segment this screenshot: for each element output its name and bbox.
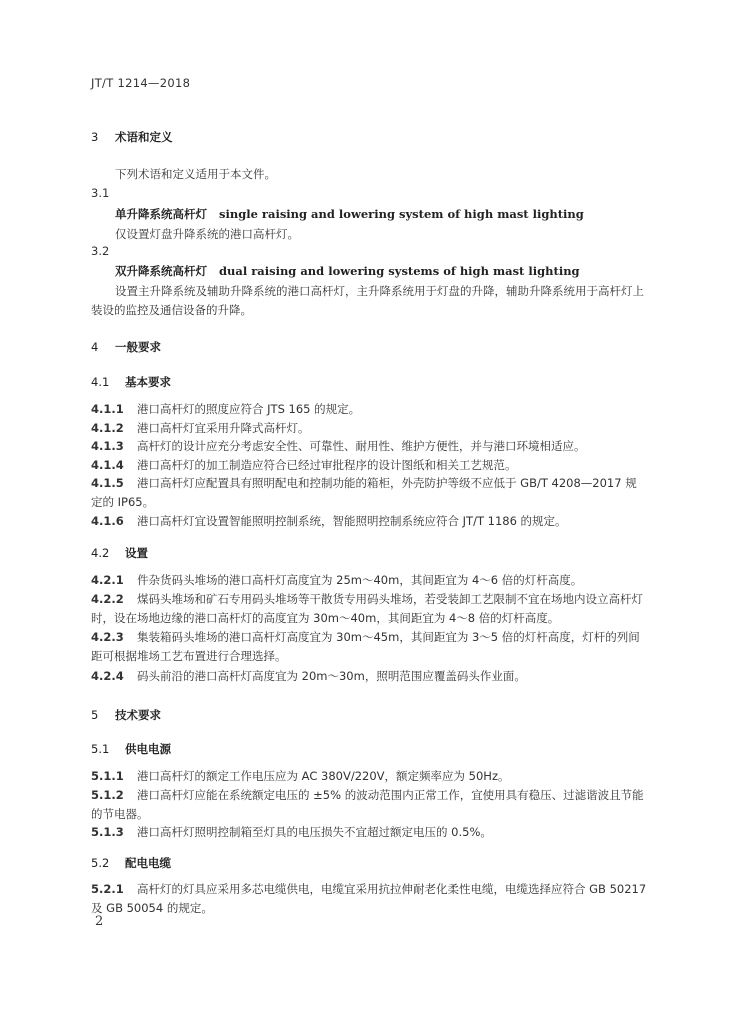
clause-number: 5.2.1 bbox=[91, 882, 124, 896]
clause-text: 集装箱码头堆场的港口高杆灯高度宜为 30m～45m，其间距宜为 3～5 倍的灯杆高度，灯杆的列间距可根据堆场工艺布置进行合理选择。 bbox=[91, 630, 640, 663]
subsection-number: 4.1 bbox=[91, 375, 110, 389]
clause-number: 4.1.3 bbox=[91, 439, 124, 453]
standard-code-header: JT/T 1214—2018 bbox=[91, 76, 191, 90]
clause-5-1-2 bbox=[91, 786, 647, 824]
subsection-title: 配电电缆 bbox=[125, 856, 171, 870]
subsection-5-2-heading bbox=[91, 855, 171, 871]
clause-text: 港口高杆灯的照度应符合 JTS 165 的规定。 bbox=[137, 402, 361, 416]
clause-4-1-6 bbox=[91, 512, 647, 531]
clause-number: 5.1.3 bbox=[91, 825, 124, 839]
subsection-5-1-heading bbox=[91, 741, 171, 757]
clause-text: 件杂货码头堆场的港口高杆灯高度宜为 25m～40m，其间距宜为 4～6 倍的灯杆高度。 bbox=[137, 573, 583, 587]
section-title: 技术要求 bbox=[115, 708, 161, 722]
clause-number: 4.2.2 bbox=[91, 592, 124, 606]
section-title: 术语和定义 bbox=[115, 130, 173, 144]
clause-text: 港口高杆灯宜采用升降式高杆灯。 bbox=[137, 421, 310, 435]
subsection-title: 基本要求 bbox=[125, 375, 171, 389]
term-number-3-1: 3.1 bbox=[91, 186, 110, 200]
clause-text: 港口高杆灯的额定工作电压应为 AC 380V/220V，额定频率应为 50Hz。 bbox=[137, 769, 510, 783]
section-number: 3 bbox=[91, 130, 99, 144]
clause-4-1-4 bbox=[91, 456, 647, 475]
term-number-3-2: 3.2 bbox=[91, 244, 110, 258]
subsection-4-1-heading bbox=[91, 374, 171, 390]
clause-text: 港口高杆灯宜设置智能照明控制系统，智能照明控制系统应符合 JT/T 1186 的规定。 bbox=[137, 514, 567, 528]
clause-text: 高杆灯的灯具应采用多芯电缆供电，电缆宜采用抗拉伸耐老化柔性电缆，电缆选择应符合 GB 50217 及 GB 50054 的规定。 bbox=[91, 882, 647, 915]
clause-number: 4.2.4 bbox=[91, 669, 124, 683]
clause-text: 港口高杆灯应能在系统额定电压的 ±5% 的波动范围内正常工作，宜使用具有稳压、过滤谐波且节能的节电器。 bbox=[91, 788, 644, 821]
clause-4-2-4 bbox=[91, 667, 647, 686]
clause-number: 4.2.3 bbox=[91, 630, 124, 644]
clause-4-2-1 bbox=[91, 571, 647, 590]
term-en: dual raising and lowering systems of high mast lighting bbox=[219, 264, 580, 278]
section-3-intro: 下列术语和定义适用于本文件。 bbox=[115, 167, 276, 181]
subsection-4-2-heading bbox=[91, 545, 148, 561]
section-number: 4 bbox=[91, 340, 99, 354]
clause-number: 4.2.1 bbox=[91, 573, 124, 587]
clause-number: 4.1.6 bbox=[91, 514, 124, 528]
clause-number: 5.1.2 bbox=[91, 788, 124, 802]
subsection-title: 供电电源 bbox=[125, 742, 171, 756]
clause-number: 5.1.1 bbox=[91, 769, 124, 783]
clause-number: 4.1.4 bbox=[91, 458, 124, 472]
term-zh: 单升降系统高杆灯 bbox=[115, 207, 207, 221]
clause-text: 高杆灯的设计应充分考虑安全性、可靠性、耐用性、维护方便性，并与港口环境相适应。 bbox=[137, 439, 586, 453]
clause-number: 4.1.5 bbox=[91, 476, 124, 490]
term-3-1-title bbox=[115, 206, 584, 222]
clause-5-2-1 bbox=[91, 880, 647, 918]
clause-number: 4.1.1 bbox=[91, 402, 124, 416]
page-number: 2 bbox=[95, 914, 104, 929]
subsection-title: 设置 bbox=[125, 546, 148, 560]
clause-4-2-2 bbox=[91, 590, 647, 628]
clause-text: 港口高杆灯照明控制箱至灯具的电压损失不宜超过额定电压的 0.5%。 bbox=[137, 825, 492, 839]
section-3-heading bbox=[91, 129, 173, 145]
clause-4-1-3 bbox=[91, 437, 647, 456]
clause-text: 码头前沿的港口高杆灯高度宜为 20m～30m，照明范围应覆盖码头作业面。 bbox=[137, 669, 526, 683]
term-3-2-title bbox=[115, 263, 580, 279]
clause-5-1-3 bbox=[91, 823, 647, 842]
term-zh: 双升降系统高杆灯 bbox=[115, 264, 207, 278]
clause-5-1-1 bbox=[91, 767, 647, 786]
term-3-1-definition: 仅设置灯盘升降系统的港口高杆灯。 bbox=[115, 227, 299, 241]
subsection-number: 4.2 bbox=[91, 546, 110, 560]
clause-4-2-3 bbox=[91, 628, 647, 666]
term-3-2-definition: 设置主升降系统及辅助升降系统的港口高杆灯，主升降系统用于灯盘的升降，辅助升降系统用于高杆灯上装设的监控及通信设备的升降。 bbox=[91, 284, 644, 317]
section-4-heading bbox=[91, 339, 161, 355]
clause-text: 港口高杆灯应配置具有照明配电和控制功能的箱柜，外壳防护等级不应低于 GB/T 4208—2017 规定的 IP65。 bbox=[91, 476, 637, 509]
clause-4-1-2 bbox=[91, 419, 647, 438]
subsection-number: 5.1 bbox=[91, 742, 110, 756]
clause-text: 港口高杆灯的加工制造应符合已经过审批程序的设计图纸和相关工艺规范。 bbox=[137, 458, 517, 472]
subsection-number: 5.2 bbox=[91, 856, 110, 870]
clause-number: 4.1.2 bbox=[91, 421, 124, 435]
section-title: 一般要求 bbox=[115, 340, 161, 354]
clause-4-1-1 bbox=[91, 400, 647, 419]
term-en: single raising and lowering system of high mast lighting bbox=[219, 207, 584, 221]
section-number: 5 bbox=[91, 708, 99, 722]
section-5-heading bbox=[91, 707, 161, 723]
clause-4-1-5 bbox=[91, 474, 647, 512]
clause-text: 煤码头堆场和矿石专用码头堆场等干散货专用码头堆场，若受装卸工艺限制不宜在场地内设立高杆灯时，设在场地边缘的港口高杆灯的高度宜为 30m～40m，其间距宜为 4～8 倍的灯杆高度。 bbox=[91, 592, 643, 625]
